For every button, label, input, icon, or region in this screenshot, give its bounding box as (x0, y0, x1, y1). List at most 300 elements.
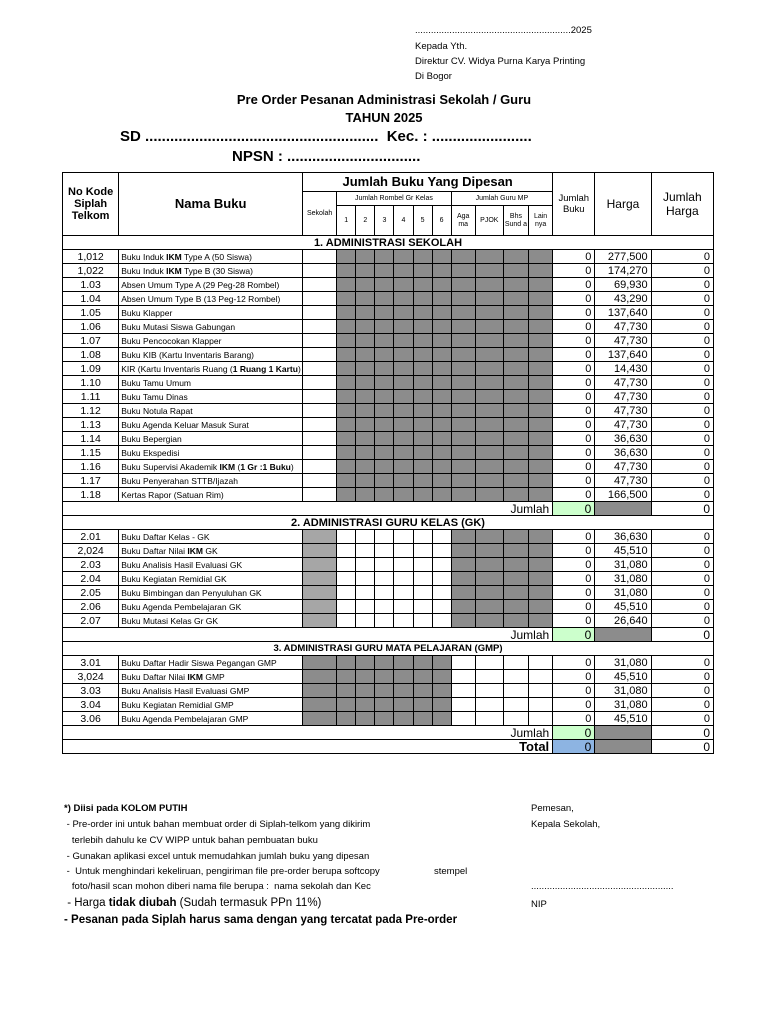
qty-input-cell (356, 404, 375, 418)
qty-input-cell[interactable] (356, 558, 375, 572)
qty-input-cell (375, 278, 394, 292)
grand-total-row (63, 740, 714, 754)
qty-input-cell (394, 432, 413, 446)
subtotal-price-blank (595, 726, 651, 740)
table-row (63, 530, 714, 544)
row-price: 69,930 (595, 278, 651, 292)
qty-input-cell[interactable] (475, 656, 503, 670)
row-qty: 0 (553, 418, 595, 432)
row-name: Buku Kegiatan Remidial GK (119, 572, 303, 586)
qty-input-cell[interactable] (432, 530, 451, 544)
qty-input-cell (337, 334, 356, 348)
qty-input-cell (451, 614, 475, 628)
qty-input-cell[interactable] (303, 460, 337, 474)
header-jumlah-harga: Jumlah Harga (651, 173, 713, 236)
qty-input-cell (529, 474, 553, 488)
qty-input-cell[interactable] (303, 488, 337, 502)
qty-input-cell[interactable] (451, 670, 475, 684)
qty-input-cell[interactable] (503, 712, 528, 726)
qty-input-cell (503, 614, 528, 628)
qty-input-cell[interactable] (394, 614, 413, 628)
row-code: 3.06 (63, 712, 119, 726)
qty-input-cell[interactable] (432, 586, 451, 600)
row-qty: 0 (553, 670, 595, 684)
qty-input-cell (503, 376, 528, 390)
qty-input-cell[interactable] (303, 348, 337, 362)
qty-input-cell[interactable] (475, 670, 503, 684)
qty-input-cell (375, 446, 394, 460)
qty-input-cell[interactable] (375, 614, 394, 628)
qty-input-cell (394, 362, 413, 376)
row-name: Buku Agenda Pembelajaran GMP (119, 712, 303, 726)
qty-input-cell[interactable] (413, 586, 432, 600)
qty-input-cell (503, 362, 528, 376)
row-name: KIR (Kartu Inventaris Ruang (1 Ruang 1 Kartu) (119, 362, 303, 376)
qty-input-cell[interactable] (394, 530, 413, 544)
qty-input-cell (503, 432, 528, 446)
qty-input-cell (413, 362, 432, 376)
qty-input-cell[interactable] (394, 572, 413, 586)
row-qty: 0 (553, 390, 595, 404)
qty-input-cell[interactable] (337, 530, 356, 544)
row-code: 2,024 (63, 544, 119, 558)
qty-input-cell (356, 264, 375, 278)
row-total: 0 (651, 572, 713, 586)
note-8: - Pesanan pada Siplah harus sama dengan yang tercatat pada Pre-order (64, 914, 458, 926)
qty-input-cell (503, 600, 528, 614)
qty-input-cell (375, 698, 394, 712)
qty-input-cell[interactable] (356, 544, 375, 558)
qty-input-cell[interactable] (432, 544, 451, 558)
row-name: Buku Agenda Pembelajaran GK (119, 600, 303, 614)
qty-input-cell[interactable] (394, 558, 413, 572)
qty-input-cell[interactable] (529, 684, 553, 698)
qty-input-cell[interactable] (303, 292, 337, 306)
qty-input-cell (432, 712, 451, 726)
row-total: 0 (651, 684, 713, 698)
row-name: Buku Induk IKM Type B (30 Siswa) (119, 264, 303, 278)
subtotal-row (63, 502, 714, 516)
row-code: 3.01 (63, 656, 119, 670)
qty-input-cell (413, 264, 432, 278)
row-price: 137,640 (595, 306, 651, 320)
qty-input-cell (356, 656, 375, 670)
letter-date: ...........................................................2025 (415, 25, 592, 36)
qty-input-cell[interactable] (375, 558, 394, 572)
table-row (63, 306, 714, 320)
table-row (63, 544, 714, 558)
qty-input-cell[interactable] (432, 572, 451, 586)
qty-input-cell (451, 558, 475, 572)
page-year: TAHUN 2025 (345, 110, 423, 125)
qty-input-cell[interactable] (503, 656, 528, 670)
qty-input-cell (503, 488, 528, 502)
qty-input-cell (503, 278, 528, 292)
row-qty: 0 (553, 432, 595, 446)
row-code: 1.05 (63, 306, 119, 320)
qty-input-cell[interactable] (303, 432, 337, 446)
table-row (63, 572, 714, 586)
signature-nip: NIP (531, 899, 547, 910)
qty-input-cell (394, 390, 413, 404)
qty-input-cell[interactable] (356, 600, 375, 614)
qty-input-cell (432, 656, 451, 670)
row-code: 1,012 (63, 250, 119, 264)
qty-input-cell[interactable] (375, 544, 394, 558)
subtotal-qty: 0 (553, 726, 595, 740)
note-1: *) Diisi pada KOLOM PUTIH (64, 803, 188, 814)
qty-input-cell[interactable] (529, 698, 553, 712)
qty-input-cell[interactable] (451, 698, 475, 712)
section-title: 1. ADMINISTRASI SEKOLAH (63, 236, 714, 250)
row-code: 2.01 (63, 530, 119, 544)
qty-input-cell (413, 250, 432, 264)
qty-input-cell[interactable] (503, 670, 528, 684)
qty-input-cell[interactable] (303, 376, 337, 390)
grand-total-price-blank (595, 740, 651, 754)
qty-input-cell (475, 572, 503, 586)
subtotal-label: Jumlah (63, 628, 553, 642)
qty-input-cell (337, 488, 356, 502)
note-stempel: stempel (434, 866, 468, 877)
qty-input-cell[interactable] (303, 334, 337, 348)
qty-input-cell (451, 348, 475, 362)
header-jumlah-buku: Jumlah Buku (553, 173, 595, 236)
qty-input-cell (337, 348, 356, 362)
qty-input-cell (356, 488, 375, 502)
qty-input-cell (475, 544, 503, 558)
qty-input-cell[interactable] (503, 684, 528, 698)
qty-input-cell[interactable] (432, 614, 451, 628)
qty-input-cell (475, 474, 503, 488)
qty-input-cell (503, 250, 528, 264)
qty-input-cell (413, 446, 432, 460)
note-7 (64, 897, 321, 909)
row-price: 47,730 (595, 376, 651, 390)
qty-input-cell (375, 712, 394, 726)
header-guru-mp: Jumlah Guru MP (451, 192, 553, 206)
row-qty: 0 (553, 278, 595, 292)
subtotal-qty: 0 (553, 502, 595, 516)
qty-input-cell (337, 460, 356, 474)
row-total: 0 (651, 390, 713, 404)
qty-input-cell (394, 264, 413, 278)
qty-input-cell[interactable] (375, 530, 394, 544)
qty-input-cell (394, 446, 413, 460)
qty-input-cell[interactable] (303, 250, 337, 264)
qty-input-cell (529, 362, 553, 376)
qty-input-cell (303, 544, 337, 558)
qty-input-cell (356, 432, 375, 446)
qty-input-cell[interactable] (303, 278, 337, 292)
qty-input-cell[interactable] (451, 712, 475, 726)
row-qty: 0 (553, 684, 595, 698)
school-line: SD ........................................................ Kec. : ........................ (120, 128, 532, 145)
row-name: Buku Daftar Kelas - GK (119, 530, 303, 544)
qty-input-cell[interactable] (303, 404, 337, 418)
qty-input-cell (503, 306, 528, 320)
qty-input-cell (356, 362, 375, 376)
qty-input-cell (394, 278, 413, 292)
header-rombel-col: 4 (394, 206, 413, 236)
section-title: 3. ADMINISTRASI GURU MATA PELAJARAN (GMP) (63, 642, 714, 656)
qty-input-cell[interactable] (303, 264, 337, 278)
row-price: 47,730 (595, 390, 651, 404)
header-rombel-col: 6 (432, 206, 451, 236)
qty-input-cell (503, 544, 528, 558)
row-name: Absen Umum Type B (13 Peg-12 Rombel) (119, 292, 303, 306)
qty-input-cell (503, 446, 528, 460)
qty-input-cell[interactable] (475, 684, 503, 698)
qty-input-cell[interactable] (529, 656, 553, 670)
qty-input-cell (356, 348, 375, 362)
row-price: 47,730 (595, 320, 651, 334)
letter-recipient: Direktur CV. Widya Purna Karya Printing (415, 56, 586, 67)
subtotal-qty: 0 (553, 628, 595, 642)
row-qty: 0 (553, 586, 595, 600)
row-price: 43,290 (595, 292, 651, 306)
qty-input-cell (475, 404, 503, 418)
row-total: 0 (651, 558, 713, 572)
qty-input-cell (475, 334, 503, 348)
qty-input-cell (394, 656, 413, 670)
qty-input-cell (475, 460, 503, 474)
qty-input-cell (337, 432, 356, 446)
grand-total-label: Total (63, 740, 553, 754)
qty-input-cell[interactable] (337, 544, 356, 558)
qty-input-cell[interactable] (337, 558, 356, 572)
row-name: Buku KIB (Kartu Inventaris Barang) (119, 348, 303, 362)
qty-input-cell[interactable] (356, 530, 375, 544)
qty-input-cell[interactable] (303, 362, 337, 376)
qty-input-cell (337, 474, 356, 488)
row-total: 0 (651, 600, 713, 614)
row-qty: 0 (553, 530, 595, 544)
subtotal-row (63, 628, 714, 642)
qty-input-cell[interactable] (475, 712, 503, 726)
qty-input-cell[interactable] (303, 418, 337, 432)
table-row (63, 250, 714, 264)
page-title: Pre Order Pesanan Administrasi Sekolah / Guru (236, 92, 532, 107)
row-name: Buku Daftar Nilai IKM GK (119, 544, 303, 558)
qty-input-cell[interactable] (413, 544, 432, 558)
qty-input-cell (337, 670, 356, 684)
qty-input-cell (337, 292, 356, 306)
qty-input-cell (529, 530, 553, 544)
qty-input-cell[interactable] (303, 390, 337, 404)
qty-input-cell[interactable] (529, 670, 553, 684)
row-qty: 0 (553, 698, 595, 712)
qty-input-cell[interactable] (432, 558, 451, 572)
row-price: 45,510 (595, 670, 651, 684)
header-sekolah: Sekolah (303, 192, 337, 236)
qty-input-cell (529, 488, 553, 502)
qty-input-cell (451, 306, 475, 320)
table-row (63, 558, 714, 572)
qty-input-cell (475, 600, 503, 614)
qty-input-cell (529, 250, 553, 264)
qty-input-cell[interactable] (451, 684, 475, 698)
note-7c: (Sudah termasuk PPn 11%) (176, 897, 322, 909)
qty-input-cell (432, 432, 451, 446)
qty-input-cell[interactable] (375, 572, 394, 586)
qty-input-cell[interactable] (529, 712, 553, 726)
row-price: 166,500 (595, 488, 651, 502)
qty-input-cell (451, 530, 475, 544)
qty-input-cell (413, 460, 432, 474)
header-rombel-col: 3 (375, 206, 394, 236)
qty-input-cell[interactable] (413, 600, 432, 614)
qty-input-cell[interactable] (503, 698, 528, 712)
subtotal-row (63, 726, 714, 740)
qty-input-cell[interactable] (337, 586, 356, 600)
header-rombel-col: 1 (337, 206, 356, 236)
row-price: 36,630 (595, 446, 651, 460)
row-code: 1.09 (63, 362, 119, 376)
row-price: 31,080 (595, 586, 651, 600)
qty-input-cell (503, 530, 528, 544)
qty-input-cell[interactable] (303, 446, 337, 460)
qty-input-cell (432, 698, 451, 712)
qty-input-cell (529, 460, 553, 474)
qty-input-cell[interactable] (303, 474, 337, 488)
qty-input-cell (303, 656, 337, 670)
row-code: 2.05 (63, 586, 119, 600)
signature-kepala: Kepala Sekolah, (531, 819, 601, 830)
qty-input-cell (394, 684, 413, 698)
qty-input-cell (413, 306, 432, 320)
section-header (63, 642, 714, 656)
qty-input-cell (375, 362, 394, 376)
row-qty: 0 (553, 306, 595, 320)
qty-input-cell[interactable] (356, 614, 375, 628)
qty-input-cell[interactable] (337, 614, 356, 628)
table-row (63, 348, 714, 362)
qty-input-cell (503, 404, 528, 418)
qty-input-cell[interactable] (356, 572, 375, 586)
letter-place: Di Bogor (415, 71, 452, 82)
row-name: Absen Umum Type A (29 Peg-28 Rombel) (119, 278, 303, 292)
qty-input-cell (451, 250, 475, 264)
qty-input-cell (375, 306, 394, 320)
qty-input-cell[interactable] (432, 600, 451, 614)
qty-input-cell (394, 348, 413, 362)
qty-input-cell (432, 488, 451, 502)
qty-input-cell (475, 530, 503, 544)
qty-input-cell[interactable] (337, 600, 356, 614)
subtotal-price-blank (595, 502, 651, 516)
table-row (63, 656, 714, 670)
qty-input-cell (394, 488, 413, 502)
qty-input-cell (529, 586, 553, 600)
row-qty: 0 (553, 460, 595, 474)
qty-input-cell[interactable] (413, 530, 432, 544)
qty-input-cell (529, 306, 553, 320)
qty-input-cell (529, 600, 553, 614)
qty-input-cell (394, 698, 413, 712)
qty-input-cell (451, 474, 475, 488)
row-name: Buku Agenda Keluar Masuk Surat (119, 418, 303, 432)
row-total: 0 (651, 320, 713, 334)
qty-input-cell[interactable] (413, 558, 432, 572)
row-code: 1.08 (63, 348, 119, 362)
table-row (63, 334, 714, 348)
qty-input-cell[interactable] (394, 586, 413, 600)
qty-input-cell (394, 306, 413, 320)
qty-input-cell[interactable] (394, 600, 413, 614)
qty-input-cell[interactable] (356, 586, 375, 600)
qty-input-cell[interactable] (413, 572, 432, 586)
header-nama-buku: Nama Buku (119, 173, 303, 236)
table-row (63, 684, 714, 698)
qty-input-cell[interactable] (394, 544, 413, 558)
qty-input-cell (303, 684, 337, 698)
row-code: 1.04 (63, 292, 119, 306)
qty-input-cell[interactable] (375, 586, 394, 600)
row-total: 0 (651, 656, 713, 670)
qty-input-cell (337, 418, 356, 432)
section-header (63, 516, 714, 530)
qty-input-cell[interactable] (475, 698, 503, 712)
qty-input-cell (375, 684, 394, 698)
qty-input-cell (413, 684, 432, 698)
qty-input-cell (337, 264, 356, 278)
qty-input-cell (432, 348, 451, 362)
row-total: 0 (651, 586, 713, 600)
qty-input-cell[interactable] (413, 614, 432, 628)
row-qty: 0 (553, 250, 595, 264)
qty-input-cell (356, 250, 375, 264)
qty-input-cell (394, 334, 413, 348)
row-code: 2.06 (63, 600, 119, 614)
qty-input-cell (375, 292, 394, 306)
qty-input-cell (337, 404, 356, 418)
qty-input-cell (432, 362, 451, 376)
qty-input-cell[interactable] (303, 320, 337, 334)
header-bhs-sunda: Bhs Sund a (503, 206, 528, 236)
row-price: 174,270 (595, 264, 651, 278)
row-total: 0 (651, 488, 713, 502)
qty-input-cell (394, 404, 413, 418)
qty-input-cell (303, 600, 337, 614)
qty-input-cell[interactable] (303, 306, 337, 320)
qty-input-cell (451, 586, 475, 600)
qty-input-cell[interactable] (375, 600, 394, 614)
qty-input-cell (529, 292, 553, 306)
qty-input-cell[interactable] (451, 656, 475, 670)
qty-input-cell[interactable] (337, 572, 356, 586)
row-code: 1.14 (63, 432, 119, 446)
row-price: 277,500 (595, 250, 651, 264)
subtotal-price-blank (595, 628, 651, 642)
qty-input-cell (413, 348, 432, 362)
qty-input-cell (413, 656, 432, 670)
row-name: Kertas Rapor (Satuan Rim) (119, 488, 303, 502)
row-qty: 0 (553, 474, 595, 488)
row-qty: 0 (553, 600, 595, 614)
qty-input-cell (451, 446, 475, 460)
qty-input-cell (413, 474, 432, 488)
row-code: 1.06 (63, 320, 119, 334)
qty-input-cell (375, 390, 394, 404)
row-price: 26,640 (595, 614, 651, 628)
row-name: Buku Daftar Nilai IKM GMP (119, 670, 303, 684)
note-5: - Untuk menghindari kekeliruan, pengiriman file pre-order berupa softcopy (64, 866, 380, 877)
subtotal-total: 0 (651, 726, 713, 740)
row-total: 0 (651, 530, 713, 544)
table-row (63, 586, 714, 600)
qty-input-cell (503, 572, 528, 586)
